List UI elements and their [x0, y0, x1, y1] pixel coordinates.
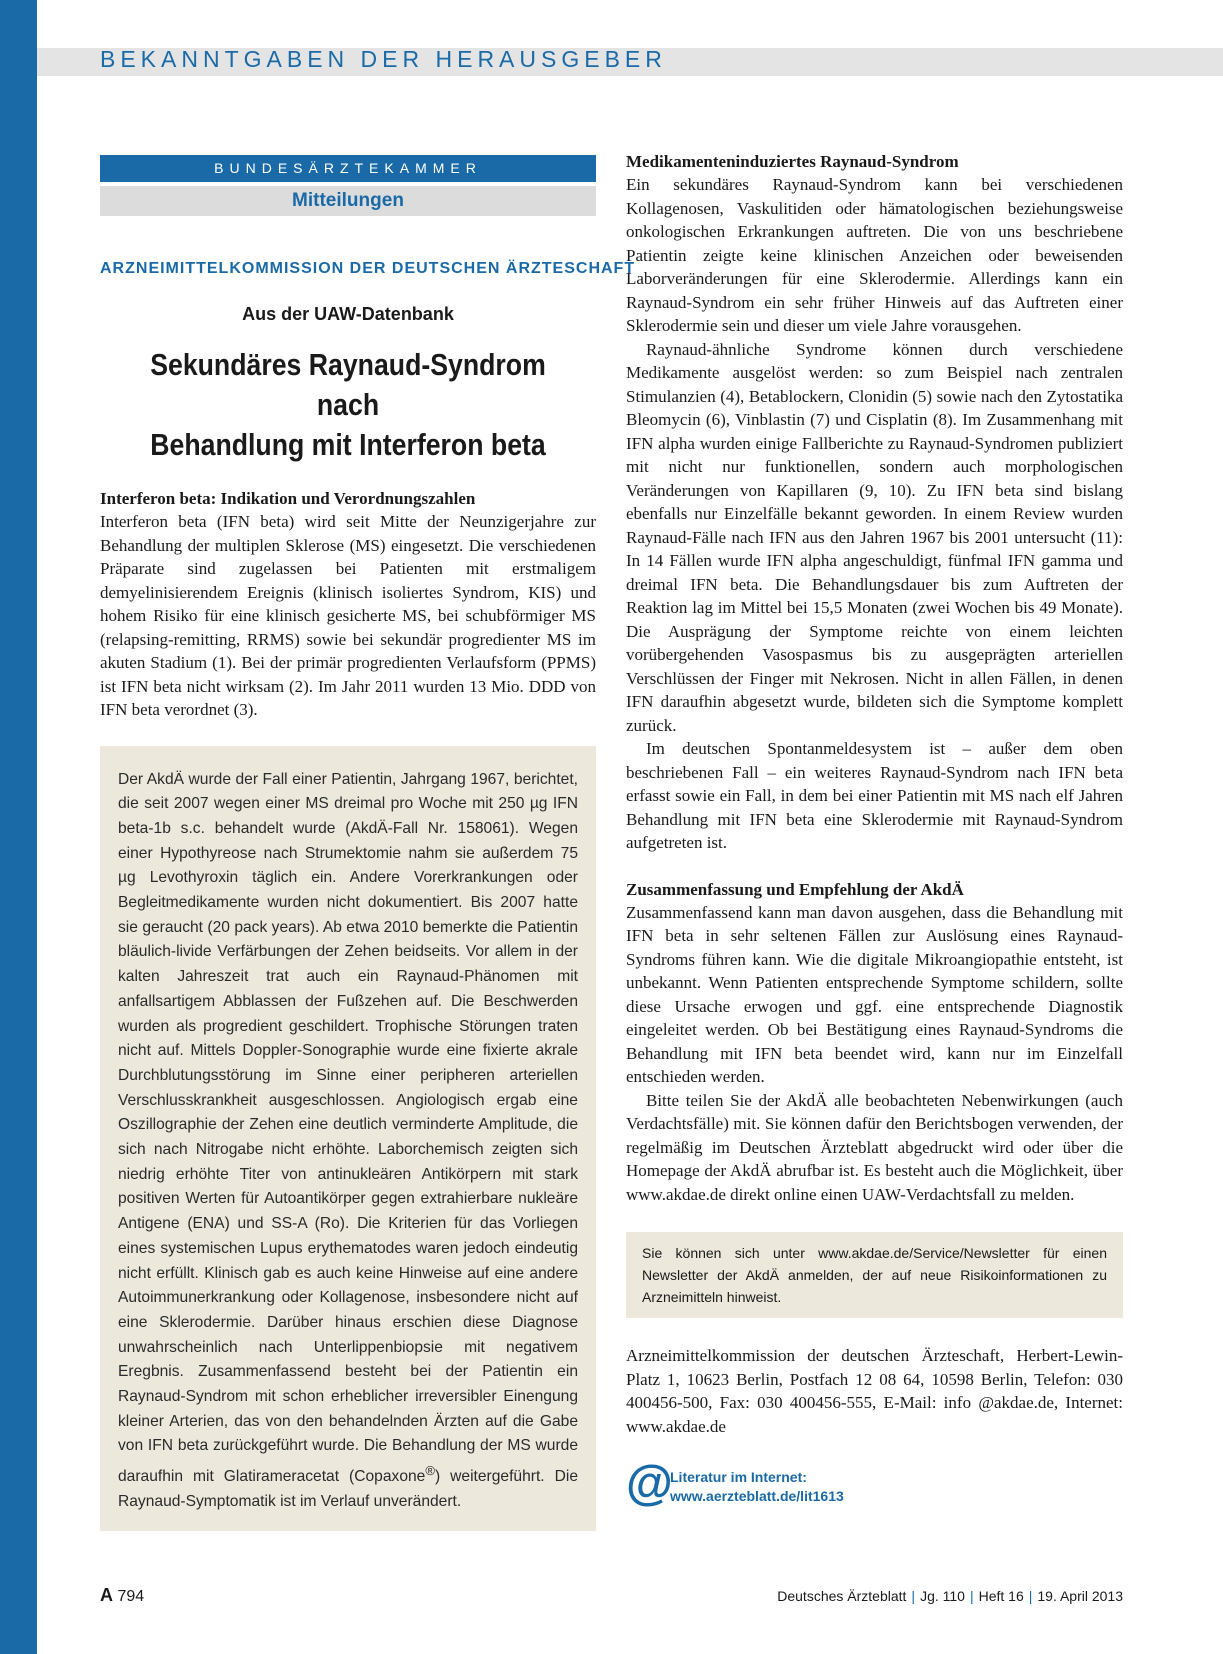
- left-column: [100, 155, 636, 1531]
- journal-name: Deutsches Ärzteblatt: [777, 1588, 907, 1604]
- paragraph-5: Bitte teilen Sie der AkdÄ alle beobachteten Nebenwirkungen (auch Verdachtsfälle) mit. Sie können dafür den Berichtsbogen verwenden, der regelmäßig im Deutschen Ärzteblatt abgedruckt wird oder über die Homepage der AkdÄ abrufbar ist. Es besteht auch die Möglichkeit, über www.akdae.de direkt online einen UAW-Verdachtsfall zu melden.: [626, 1090, 1123, 1204]
- headline-line-2: Behandlung mit Interferon beta: [150, 427, 546, 462]
- section-heading-zusammenfassung: Zusammenfassung und Empfehlung der AkdÄ: [626, 879, 964, 899]
- paragraph-1: Ein sekundäres Raynaud-Syndrom kann bei verschiedenen Kollagenosen, Vaskulitiden oder hämatologischen beziehungsweise onkologischen Erkrankungen auftreten. Die von uns beschriebene Patientin zeigte keine klinischen Anzeichen oder beweisenden Laborveränderungen für eine Sklerodermie. Allerdings kann ein Raynaud-Syndrom ein sehr früher Hinweis auf das Auftreten einer Sklerodermie sein und dieser um viele Jahre vorausgehen.: [626, 175, 1123, 335]
- paragraph-indikation: Interferon beta (IFN beta) wird seit Mitte der Neunzigerjahre zur Behandlung der multiplen Sklerose (MS) eingesetzt. Die verschiedenen Präparate sind zugelassen bei Patienten mit erstmaligem demyelinisierendem Ereignis (klinisch isoliertes Syndrom, KIS) und hohem Risiko für eine klinisch gesicherte MS, bei schubförmiger MS (relapsing-remitting, RRMS) sowie bei sekundär progredienter MS im akuten Stadium (1). Bei der primär progredienten Verlaufsform (PPMS) ist IFN beta nicht wirksam (2). Im Jahr 2011 wurden 13 Mio. DDD von IFN beta verordnet (3).: [100, 512, 596, 719]
- kommission-label: ARZNEIMITTELKOMMISSION DER DEUTSCHEN ÄRZTESCHAFT: [100, 260, 636, 277]
- literature-text: [670, 1468, 844, 1506]
- headline-line-1: Sekundäres Raynaud-Syndrom nach: [150, 347, 546, 422]
- section-title: BEKANNTGABEN DER HERAUSGEBER: [100, 46, 667, 72]
- mitteilungen-bar: Mitteilungen: [100, 186, 596, 216]
- page-number: [100, 1585, 144, 1606]
- paragraph-4: Zusammenfassend kann man davon ausgehen, dass die Behandlung mit IFN beta in sehr seltenen Fällen zur Auslösung eines Raynaud-Syndroms führen kann. Wie die digitale Mikroangiopathie entsteht, ist unbekannt. Wenn Patienten entsprechende Symptome schildern, sollte diese Ursache erwogen und ggf. eine entsprechende Diagnostik eingeleitet werden. Ob bei Bestätigung eines Raynaud-Syndroms die Behandlung mit IFN beta beendet wird, kann nur im Einzelfall entschieden werden.: [626, 902, 1123, 1086]
- footer-separator: |: [911, 1588, 916, 1604]
- page-prefix: A: [100, 1585, 113, 1605]
- side-color-bar: [0, 0, 37, 1654]
- right-column: [626, 150, 1123, 1514]
- case-text-part-1: Der AkdÄ wurde der Fall einer Patientin, Jahrgang 1967, berichtet, die seit 2007 wegen einer MS dreimal pro Woche mit 250 µg IFN beta-1b s.c. behandelt wurde (AkdÄ-Fall Nr. 158061). Wegen einer Hypothyreose nach Strumektomie nahm sie außerdem 75 µg Levothyroxin täglich ein. Andere Vorerkrankungen oder Begleitmedikamente wurden nicht dokumentiert. Bis 2007 hatte sie geraucht (20 pack years). Ab etwa 2010 bemerkte die Patientin bläulich-livide Verfärbungen der Zehen beidseits. Vor allem in der kalten Jahreszeit trat auch ein Raynaud-Phänomen mit anfallsartigem Abblassen der Fußzehen auf. Die Beschwerden wurden als progredient geschildert. Trophische Störungen traten nicht auf. Mittels Doppler-Sonographie wurde eine fixierte akrale Durchblutungsstörung im Sinne einer peripheren arteriellen Verschlusskrankheit ausgeschlossen. Angiologisch ergab eine Oszillographie der Zehen eine deutlich verminderte Amplitude, die sich nach Nitrogabe nicht erhöhte. Laborchemisch zeigten sich niedrig erhöhte Titer von antinukleären Antikörpern mit stark positiven Werten für Autoantikörper gegen extrahierbare nukleäre Antigene (ENA) und SS-A (Ro). Die Kriterien für das Vorliegen eines systemischen Lupus erythematodes waren jedoch eindeutig nicht erfüllt. Klinisch gab es auch keine Hinweise auf eine andere Autoimmunerkrankung oder Kollagenose, insbesondere nicht auf eine Sklerodermie. Darüber hinaus erschien diese Diagnose unwahrscheinlich nach Unterlippenbiopsie mit negativem Eregbnis. Zusammenfassend besteht bei der Patientin ein Raynaud-Syndrom mit schon erheblicher irreversibler Einengung kleiner Arterien, das von den behandelnden Ärzten auf die Gabe von IFN beta zurückgeführt wurde. Die Behandlung der MS wurde daraufhin mit Glatirameracetat (Copaxone: [118, 770, 578, 1486]
- literature-label: Literatur im Internet:: [670, 1469, 807, 1485]
- article-headline: [135, 345, 562, 465]
- journal-volume: Jg. 110: [920, 1588, 965, 1604]
- section-heading-indikation: Interferon beta: Indikation und Verordnungszahlen: [100, 489, 476, 508]
- contact-address: Arzneimittelkommission der deutschen Ärzteschaft, Herbert-Lewin-Platz 1, 10623 Berlin, Postfach 12 08 64, 10598 Berlin, Telefon: 030 400456-500, Fax: 030 400456-555, E-Mail: info @akdae.de, Internet: www.akdae.de: [626, 1346, 1123, 1436]
- case-report-box: [100, 746, 596, 1531]
- paragraph-3: Im deutschen Spontanmeldesystem ist – außer dem oben beschriebenen Fall – ein weiteres Raynaud-Syndrom nach IFN beta erfasst sowie ein Fall, in dem bei einer Patientin mit MS nach elf Jahren Behandlung mit IFN beta eine Sklerodermie mit Raynaud-Syndrom aufgetreten ist.: [626, 739, 1123, 852]
- section-heading-medikamente: Medikamenteninduziertes Raynaud-Syndrom: [626, 152, 959, 171]
- footer-separator: |: [1028, 1588, 1033, 1604]
- case-report-text: [118, 768, 578, 1515]
- paragraph-2: Raynaud-ähnliche Syndrome können durch verschiedene Medikamente ausgelöst werden: so zum Beispiel nach zentralen Stimulanzien (4), Betablockern, Clonidin (5) sowie nach den Zytostatika Bleomycin (6), Vinblastin (7) und Cisplatin (8). Im Zusammenhang mit IFN alpha wurden einige Fallberichte zu Raynaud-Syndromen publiziert mit nicht nur funktionellen, sondern auch morphologischen Veränderungen von Kapillaren (9, 10). Zu IFN beta sind bislang ebenfalls nur Einzelfälle bekannt geworden. In einem Review wurden Raynaud-Fälle nach IFN aus den Jahren 1967 bis 2001 untersucht (11): In 14 Fällen wurde IFN alpha angeschuldigt, fünfmal IFN gamma und dreimal IFN beta. Die Behandlungsdauer bis zum Auftreten der Reaktion lag im Mittel bei 15,5 Monaten (zwei Wochen bis 49 Monate). Die Ausprägung der Symptome reichte von einem leichten vorübergehenden Vasospasmus bis zu ausgeprägten arteriellen Verschlüssen der Finger mit Nekrosen. Nicht in allen Fällen, in denen IFN daraufhin abgesetzt wurde, bildeten sich die Symptome komplett zurück.: [626, 339, 1123, 735]
- newsletter-note: Sie können sich unter www.akdae.de/Service/Newsletter für einen Newsletter der AkdÄ anmelden, der auf neue Risikoinformationen zu Arzneimitteln hinweist.: [642, 1245, 1107, 1305]
- literature-url[interactable]: www.aerzteblatt.de/lit1613: [670, 1488, 844, 1504]
- at-sign-icon: @: [626, 1457, 673, 1510]
- registered-mark: ®: [425, 1463, 435, 1479]
- journal-footer: [777, 1588, 1123, 1604]
- footer-separator: |: [969, 1588, 974, 1604]
- journal-date: 19. April 2013: [1037, 1588, 1123, 1604]
- case-text-part-2: ) weitergeführt. Die Raynaud-Symptomatik ist im Verlauf unverändert.: [118, 1468, 579, 1511]
- org-bar: BUNDESÄRZTEKAMMER: [100, 155, 596, 182]
- newsletter-note-box: [626, 1232, 1123, 1318]
- kicker: Aus der UAW-Datenbank: [242, 304, 454, 324]
- journal-issue: Heft 16: [978, 1588, 1024, 1604]
- page-number-value: 794: [117, 1588, 145, 1605]
- literature-link[interactable]: [626, 1457, 1123, 1514]
